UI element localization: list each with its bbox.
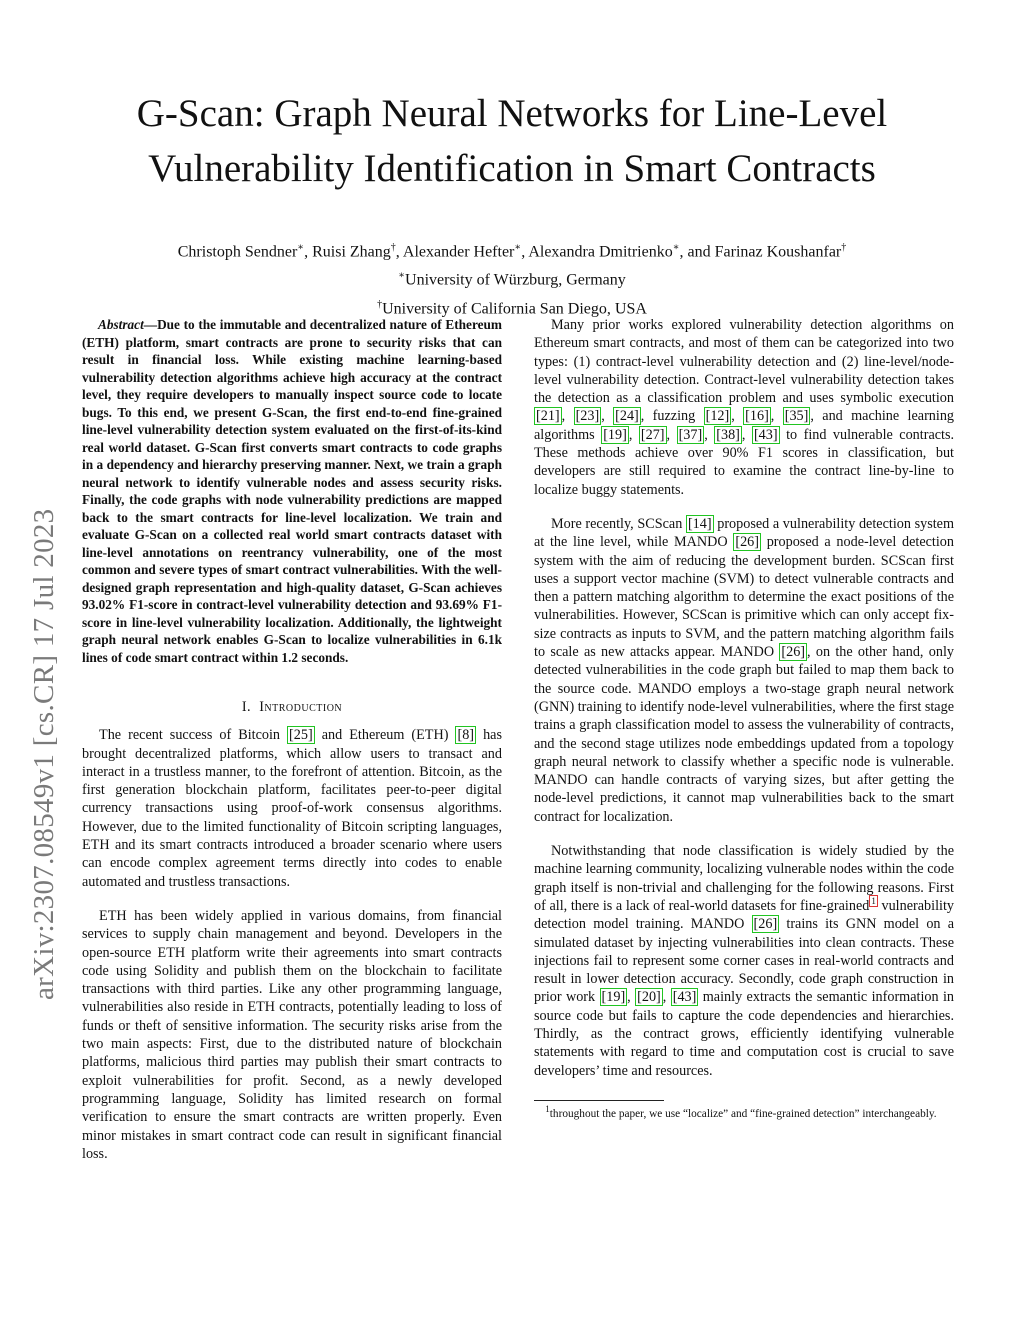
abstract-label: Abstract [97,317,144,332]
paper-title-line-1: G-Scan: Graph Neural Networks for Line-Level [136,92,888,135]
citation-link[interactable]: [43] [672,989,697,1006]
citation-link[interactable]: [26] [735,534,759,551]
citation-link[interactable]: [16] [745,408,769,425]
affiliation-2: †University of California San Diego, USA [377,298,647,317]
author-list: Christoph Sendner∗, Ruisi Zhang†, Alexander Hefter∗, Alexandra Dmitrienko∗, and Farinaz Koushanfar† [177,242,847,261]
citation-link[interactable]: [12] [705,408,730,425]
citation-link[interactable]: [37] [678,426,703,443]
footnote-text: throughout the paper, we use “localize” and “fine-grained detection” interchangeably. [549,1107,937,1120]
citation-link[interactable]: [38] [716,426,740,443]
author-koushanfar: Farinaz Koushanfar [714,243,842,261]
intro-paragraph-3: Many prior works explored vulnerability detection algorithms on Ethereum smart contracts, and most of them can be categorized into two types: (1) contract-level vulnerability detection and (2) line-level/node-level vulnerability detection. Contract-level vulnerability detection takes the detection as a classification problem and uses symbolic execution [21] , [23] , [24] , fuzzing [12] , [16] , [35] , and machine learning algorithms [19] , [27] , [37] , [38] , [43] to find vulnerable contracts. These methods achieve over 90% F1 scores in classification, but developers are still required to examine the contract line-by-line to localize buggy statements. [534,317,955,498]
citation-link[interactable]: [26] [781,644,806,661]
abstract-text: —Due to the immutable and decentralized nature of Ethereum (ETH) platform, smart contracts are prone to security risks that can result in financial loss. While existing machine learning-based vulnerability detection algorithms achieve high accuracy at the contract level, they require developers to manually inspect source code to locate bugs. To this end, we present G-Scan, the first end-to-end fine-grained line-level vulnerability detection system evaluated on the first-of-its-kind real world dataset. G-Scan first converts smart contracts to code graphs in a dependency and hierarchy preserving manner. Next, we train a graph neural network to identify vulnerable nodes and assess security risks. Finally, the code graphs with node vulnerability predictions are mapped back to the smart contracts for line-level localization. We train and evaluate G-Scan on a collected real world smart contracts dataset with line-level annotations on reentrancy vulnerability, one of the most common and severe types of smart contract vulnerabilities. With the well-designed graph representation and high-quality dataset, G-Scan achieves 93.02% F1-score in contract-level vulnerability detection and 93.69% F1-score in line-level vulnerability localization. Additionally, the lightweight graph neural network enables G-Scan to localize vulnerabilities in 6.1k lines of code smart contract within 1.2 seconds. [82,317,502,665]
paper-title [60,86,964,196]
arxiv-identifier-text: arXiv:2307.08549v1 [cs.CR] 17 Jul 2023 [28,508,60,1000]
affiliation-1: ∗University of Würzburg, Germany [398,270,626,289]
citation-link[interactable]: [23] [575,408,600,425]
paper-title-line-2: Vulnerability Identification in Smart Contracts [148,147,876,190]
abstract [82,316,502,666]
intro-paragraph-2: ETH has been widely applied in various domains, from financial services to supply chain management and beyond. Developers in the open-source ETH platform write their agreements into smart contracts code using Solidity and publish them on the blockchain to facilitate transactions with third parties. Like any other programming language, vulnerabilities also reside in ETH contracts, potentially leading to loss of funds or theft of sensitive information. The security risks arise from the two main aspects: First, due to the distributed nature of blockchain platforms, malicious third parties may publish their smart contracts to exploit vulnerabilities for profit. Second, as a newly developed programming language, Solidity has limited research on formal verification to ensure the smart contracts are written properly. Even minor mistakes in smart contract code can result in significant financial loss. [82,907,502,1162]
intro-paragraph-5: Notwithstanding that node classification is widely studied by the machine learning community, localizing vulnerable nodes within the code graph itself is non-trivial and challenging for the following reasons. First of all, there is a lack of real-world datasets for fine-grained $^1$ vulnerability detection model training. MANDO [26] trains its GNN model on a simulated dataset by injecting vulnerabilities into clean contracts. These injections fail to represent some corner cases in real-world contracts and result in lower detection accuracy. Secondly, code graph construction in prior work [19] , [20] , [43] mainly extracts the semantic information in source code but fails to capture the code dependencies and hierarchies. Thirdly, as the contract grows, efficiently identifying vulnerable statements with regard to time and computation cost is crucial to save developers’ time and resources. [534,843,955,1079]
citation-link[interactable]: [26] [753,916,778,933]
footnote-mark: 1 [545,1104,550,1115]
author-dmitrienko: Alexandra Dmitrienko [528,243,673,261]
section-heading-introduction: I. Introduction [241,699,343,715]
citation-link[interactable]: [19] [603,426,627,443]
intro-paragraph-4: More recently, SCScan [14] proposed a vulnerability detection system at the line level, while MANDO [26] proposed a node-level detection system with the aim of reducing the development burden. SCScan first uses a support vector machine (SVM) to detect vulnerable contracts and then a pattern matching algorithm to determine the exact positions of the vulnerabilities. However, SCScan is primitive which can only accept fix-size contracts as inputs to SVM, and the pattern matching algorithm fails to scale as new attacks appear. MANDO [26] , on the other hand, only detected vulnerabilities in the code graph but failed to map them back to the source code. MANDO employs a two-stage graph neural network (GNN) training to identify node-level vulnerabilities, where the first stage trains a graph classification model to assess the vulnerability of contracts, and the second stage utilizes node embeddings updated from a topology graph neural network to classify whether a specific node is vulnerable. MANDO can handle contracts of varying sizes, but after getting the node-level predictions, it cannot map vulnerabilities back to the smart contract for localization. [534,515,954,825]
citation-link[interactable]: [25] [289,727,313,744]
footnote-link[interactable]: 1 [871,896,876,907]
author-block [60,236,964,321]
author-sendner: Christoph Sendner [177,243,298,261]
citation-link[interactable]: [19] [601,989,626,1006]
intro-paragraph-1: The recent success of Bitcoin [25] and Ethereum (ETH) [8] has brought decentralized platforms, which allow users to transact and interact in a trustless manner, to the forefront of attention. Bitcoin, as the first generation blockchain platform, facilitates peer-to-peer digital currency transactions using proof-of-work consensus algorithms. However, due to the limited functionality of Bitcoin scripting languages, ETH and its smart contracts introduced a broader scenario where users can encode complex agreement terms directly into codes to enable automated and trustless transactions. [82,727,502,890]
left-column [82,316,502,1163]
citation-link[interactable]: [8] [457,727,475,744]
footnote [534,1104,954,1122]
author-hefter: Alexander Hefter [402,243,515,261]
citation-link[interactable]: [21] [536,408,560,425]
author-zhang: Ruisi Zhang [312,243,391,261]
citation-link[interactable]: [35] [784,408,809,425]
right-column [534,316,954,1121]
citation-link[interactable]: [14] [687,515,712,532]
citation-link[interactable]: [24] [615,408,639,425]
citation-link[interactable]: [43] [753,426,778,443]
citation-link[interactable]: [20] [637,989,661,1006]
citation-link[interactable]: [27] [640,426,665,443]
footnote-divider [534,1100,664,1101]
